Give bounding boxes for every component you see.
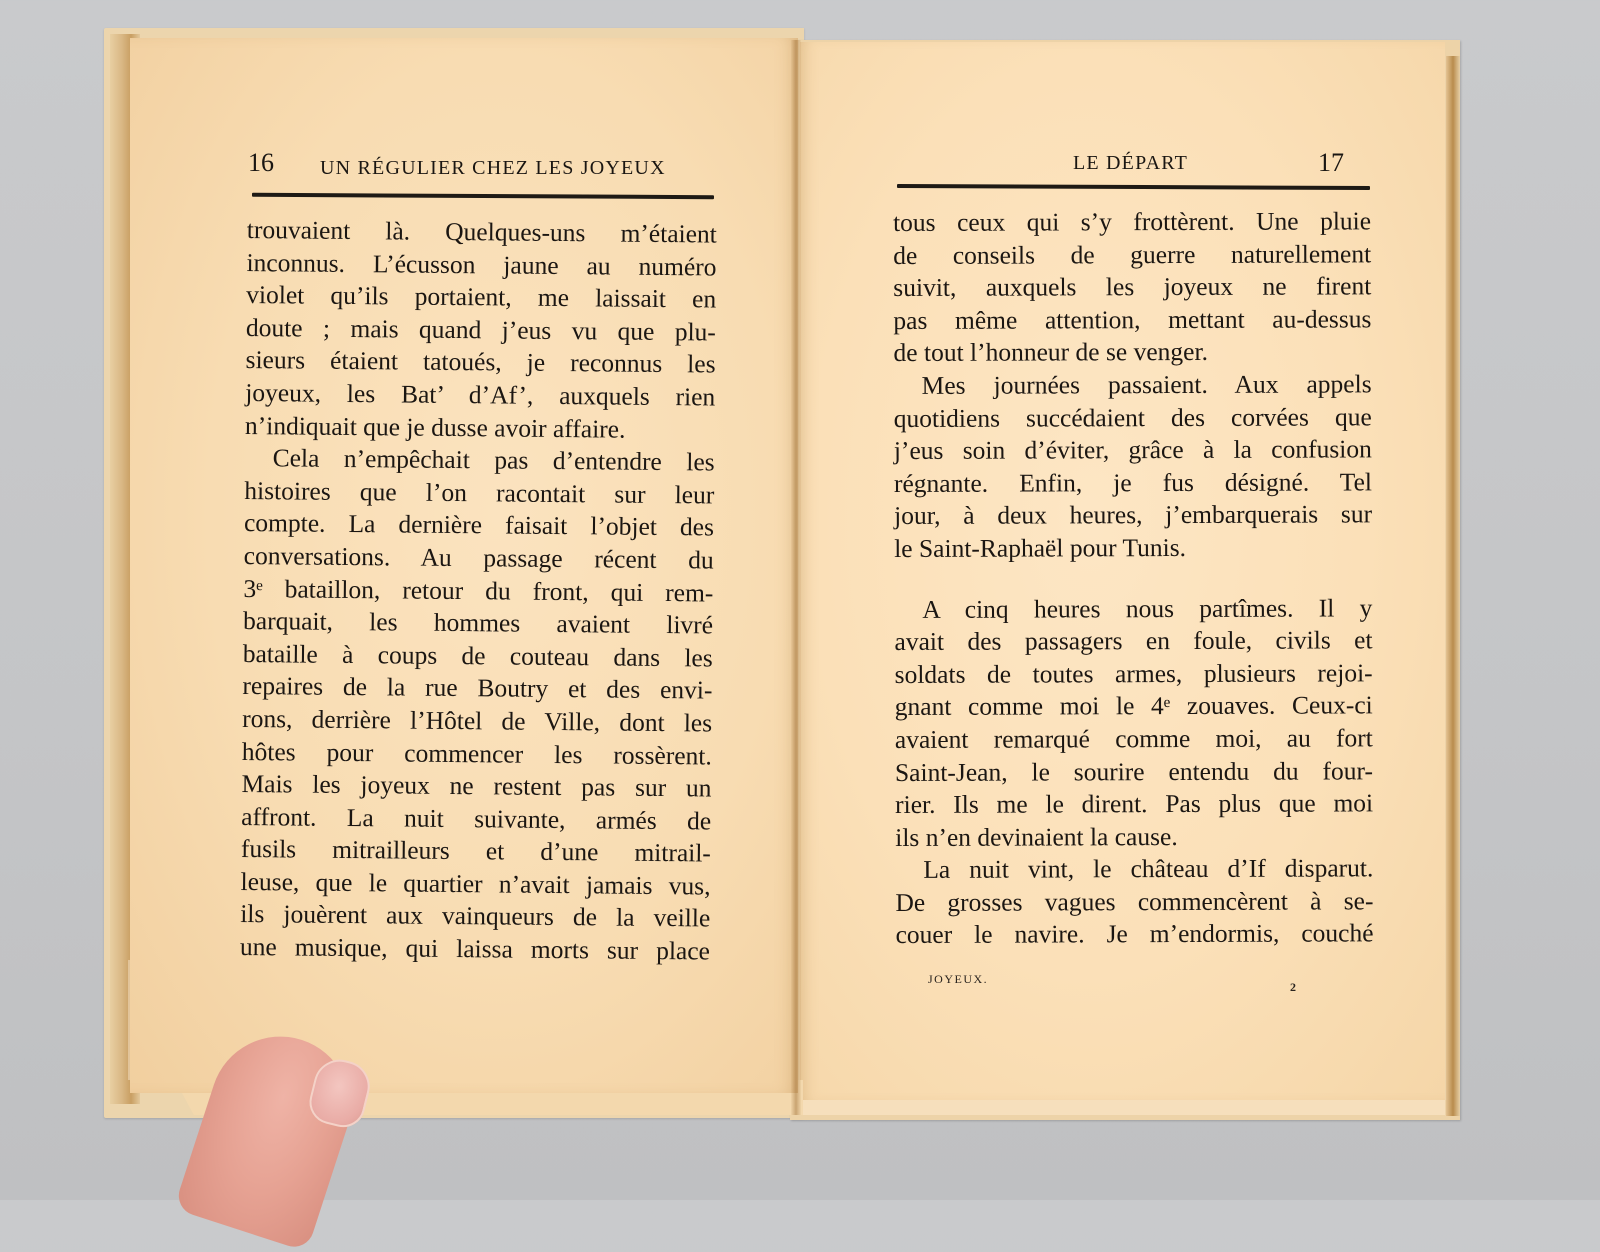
text-line: couer le navire. Je m’endormis, couché	[895, 918, 1374, 950]
right-page-edges	[1446, 56, 1460, 1116]
text-line: j’eus soin d’éviter, grâce à la confusion	[893, 434, 1372, 466]
text-line: histoires que l’on racontait sur leur	[244, 475, 715, 510]
text-line: joyeux, les Bat’ d’Af’, auxquels rien	[245, 377, 716, 412]
text-line: Mais les joyeux ne restent pas sur un	[241, 769, 712, 803]
text-line: affront. La nuit suivante, armés de	[241, 801, 712, 836]
right-page-number: 17	[1318, 148, 1344, 177]
text-line: violet qu’ils portaient, me laissait en	[246, 280, 717, 314]
text-line: rons, derrière l’Hôtel de Ville, dont les	[242, 703, 713, 738]
text-line: une musique, qui laissa morts sur place	[239, 932, 711, 966]
right-running-head: LE DÉPART	[1073, 152, 1188, 174]
text-line: Cela n’empêchait pas d’entendre les	[272, 443, 715, 477]
text-line: De grosses vagues commencèrent à se-	[895, 886, 1374, 917]
text-line: hôtes pour commencer les rossèrent.	[241, 736, 712, 770]
text-line: quotidiens succédaient des corvées que	[893, 401, 1372, 433]
text-line: Saint-Jean, le sourire entendu du four-	[894, 755, 1374, 787]
section-break	[894, 564, 1372, 594]
text-line: leuse, que le quartier n’avait jamais vus,	[240, 866, 711, 901]
signature-mark: JOYEUX.	[928, 972, 989, 986]
text-line: le Saint-Raphaël pour Tunis.	[894, 532, 1187, 563]
text-line: trouvaient là. Quelques-uns m’étaient	[246, 214, 717, 249]
text-line: avait des passagers en foule, civils et	[894, 625, 1373, 657]
text-line: fusils mitrailleurs et d’une mitrail-	[240, 834, 712, 868]
left-page-body	[240, 214, 717, 968]
text-line: barquait, les hommes avaient livré	[242, 606, 714, 640]
text-line: gnant comme moi le 4ᵉ zouaves. Ceux-ci	[894, 690, 1373, 722]
text-line: Mes journées passaient. Aux appels	[921, 369, 1372, 400]
text-line: A cinq heures nous partîmes. Il y	[922, 592, 1373, 624]
left-running-head: UN RÉGULIER CHEZ LES JOYEUX	[320, 157, 666, 179]
text-line: avaient remarqué comme moi, au fort	[894, 723, 1373, 754]
text-line: tous ceux qui s’y frottèrent. Une pluie	[893, 206, 1372, 237]
signature-number: 2	[1290, 980, 1298, 994]
text-line: rier. Ils me le dirent. Pas plus que moi	[895, 788, 1374, 820]
text-line: pas même attention, mettant au-dessus	[893, 304, 1372, 335]
text-line: conversations. Au passage récent du	[243, 540, 714, 575]
text-line: sieurs étaient tatoués, je reconnus les	[245, 345, 716, 379]
book-gutter	[791, 40, 801, 1115]
text-line: suivit, auxquels les joyeux ne firent	[893, 271, 1372, 303]
text-line: de conseils de guerre naturellement	[893, 238, 1372, 270]
text-line: compte. La dernière faisait l’objet des	[243, 508, 715, 542]
text-line: soldats de toutes armes, plusieurs rejoi-	[894, 658, 1373, 689]
text-line: bataille à coups de couteau dans les	[242, 638, 713, 673]
text-line: régnante. Enfin, je fus désigné. Tel	[893, 467, 1373, 498]
text-line: La nuit vint, le château d’If disparut.	[923, 853, 1374, 885]
text-line: ils jouèrent aux vainqueurs de la veille	[240, 899, 711, 933]
text-line: ils n’en devinaient la cause.	[895, 821, 1178, 852]
text-line: doute ; mais quand j’eus vu que plu-	[245, 312, 717, 347]
right-page-body	[893, 205, 1374, 952]
text-line: de tout l’honneur de se venger.	[893, 337, 1208, 368]
text-line: n’indiquait que je dusse avoir affaire.	[244, 410, 626, 444]
left-page-number: 16	[248, 148, 274, 177]
text-line: inconnus. L’écusson jaune au numéro	[246, 247, 717, 282]
text-line: jour, à deux heures, j’embarquerais sur	[894, 499, 1373, 531]
text-line: 3ᵉ bataillon, retour du front, qui rem-	[243, 573, 714, 608]
text-line: repaires de la rue Boutry et des envi-	[242, 671, 713, 705]
